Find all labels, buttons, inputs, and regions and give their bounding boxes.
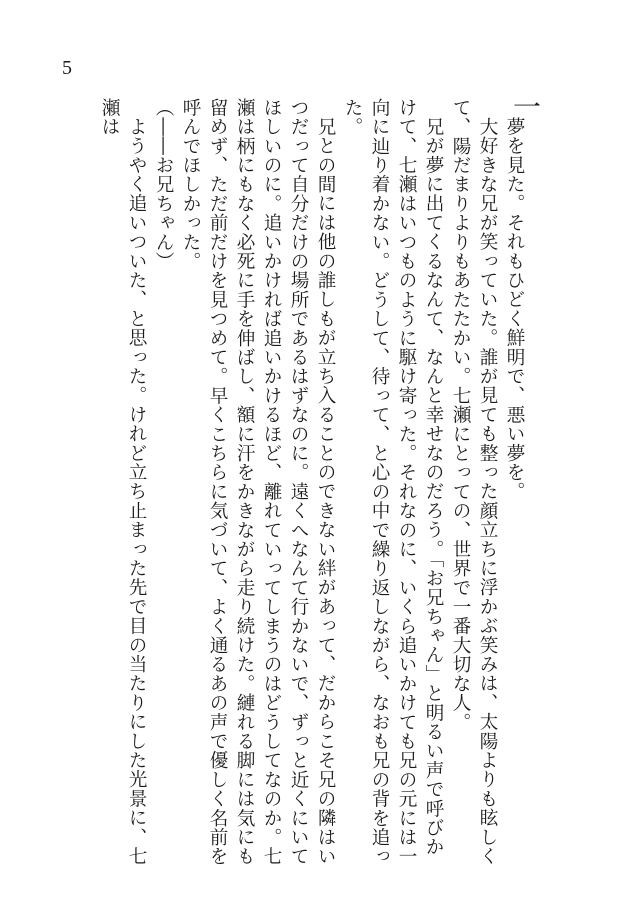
body-text (96, 98, 528, 872)
chapter-heading: 一 (509, 92, 542, 120)
paragraph-5: （――お兄ちゃん） (153, 98, 174, 271)
paragraph-3: 兄が夢に出てくるなんて、なんと幸せなのだろう。「お兄ちゃん」と明るい声で呼びかけて、七瀬はいつものように駆け寄った。それなのに、いくら追いかけても兄の元には一向に辿り着かない。どうして、待って、と心の中で繰り返しながら、なおも兄の背を追った。 (342, 98, 444, 866)
paragraph-2: 大好きな兄が笑っていた。誰が見ても整った顔立ちに浮かぶ笑みは、太陽よりも眩しくて、陽だまりよりもあたたかい。七瀬にとっての、世界で一番大切な人。 (450, 98, 498, 866)
page-number: 5 (62, 57, 72, 79)
paragraph-4: 兄との間には他の誰しもが立ち入ることのできない絆があって、だからこそ兄の隣はいつだって自分だけの場所であるはずなのに。遠くへなんて行かないで、ずっと近くにいてほしいのに。追いかければ追いかけるほど、離れていってしまうのはどうしてなのか。七瀬は柄にもなく必死に手を伸ばし、額に汗をかきながら走り続けた。縺れる脚には気にも留めず、ただ前だけを見つめて。早くこちらに気づいて、よく通るあの声で優しく名前を呼んでほしかった。 (180, 98, 336, 866)
paragraph-6: ようやく追いついた、と思った。けれど立ち止まった先で目の当たりにした光景に、七瀬は (99, 98, 147, 866)
paragraph-1: 夢を見た。それもひどく鮮明で、悪い夢を。 (504, 116, 525, 501)
